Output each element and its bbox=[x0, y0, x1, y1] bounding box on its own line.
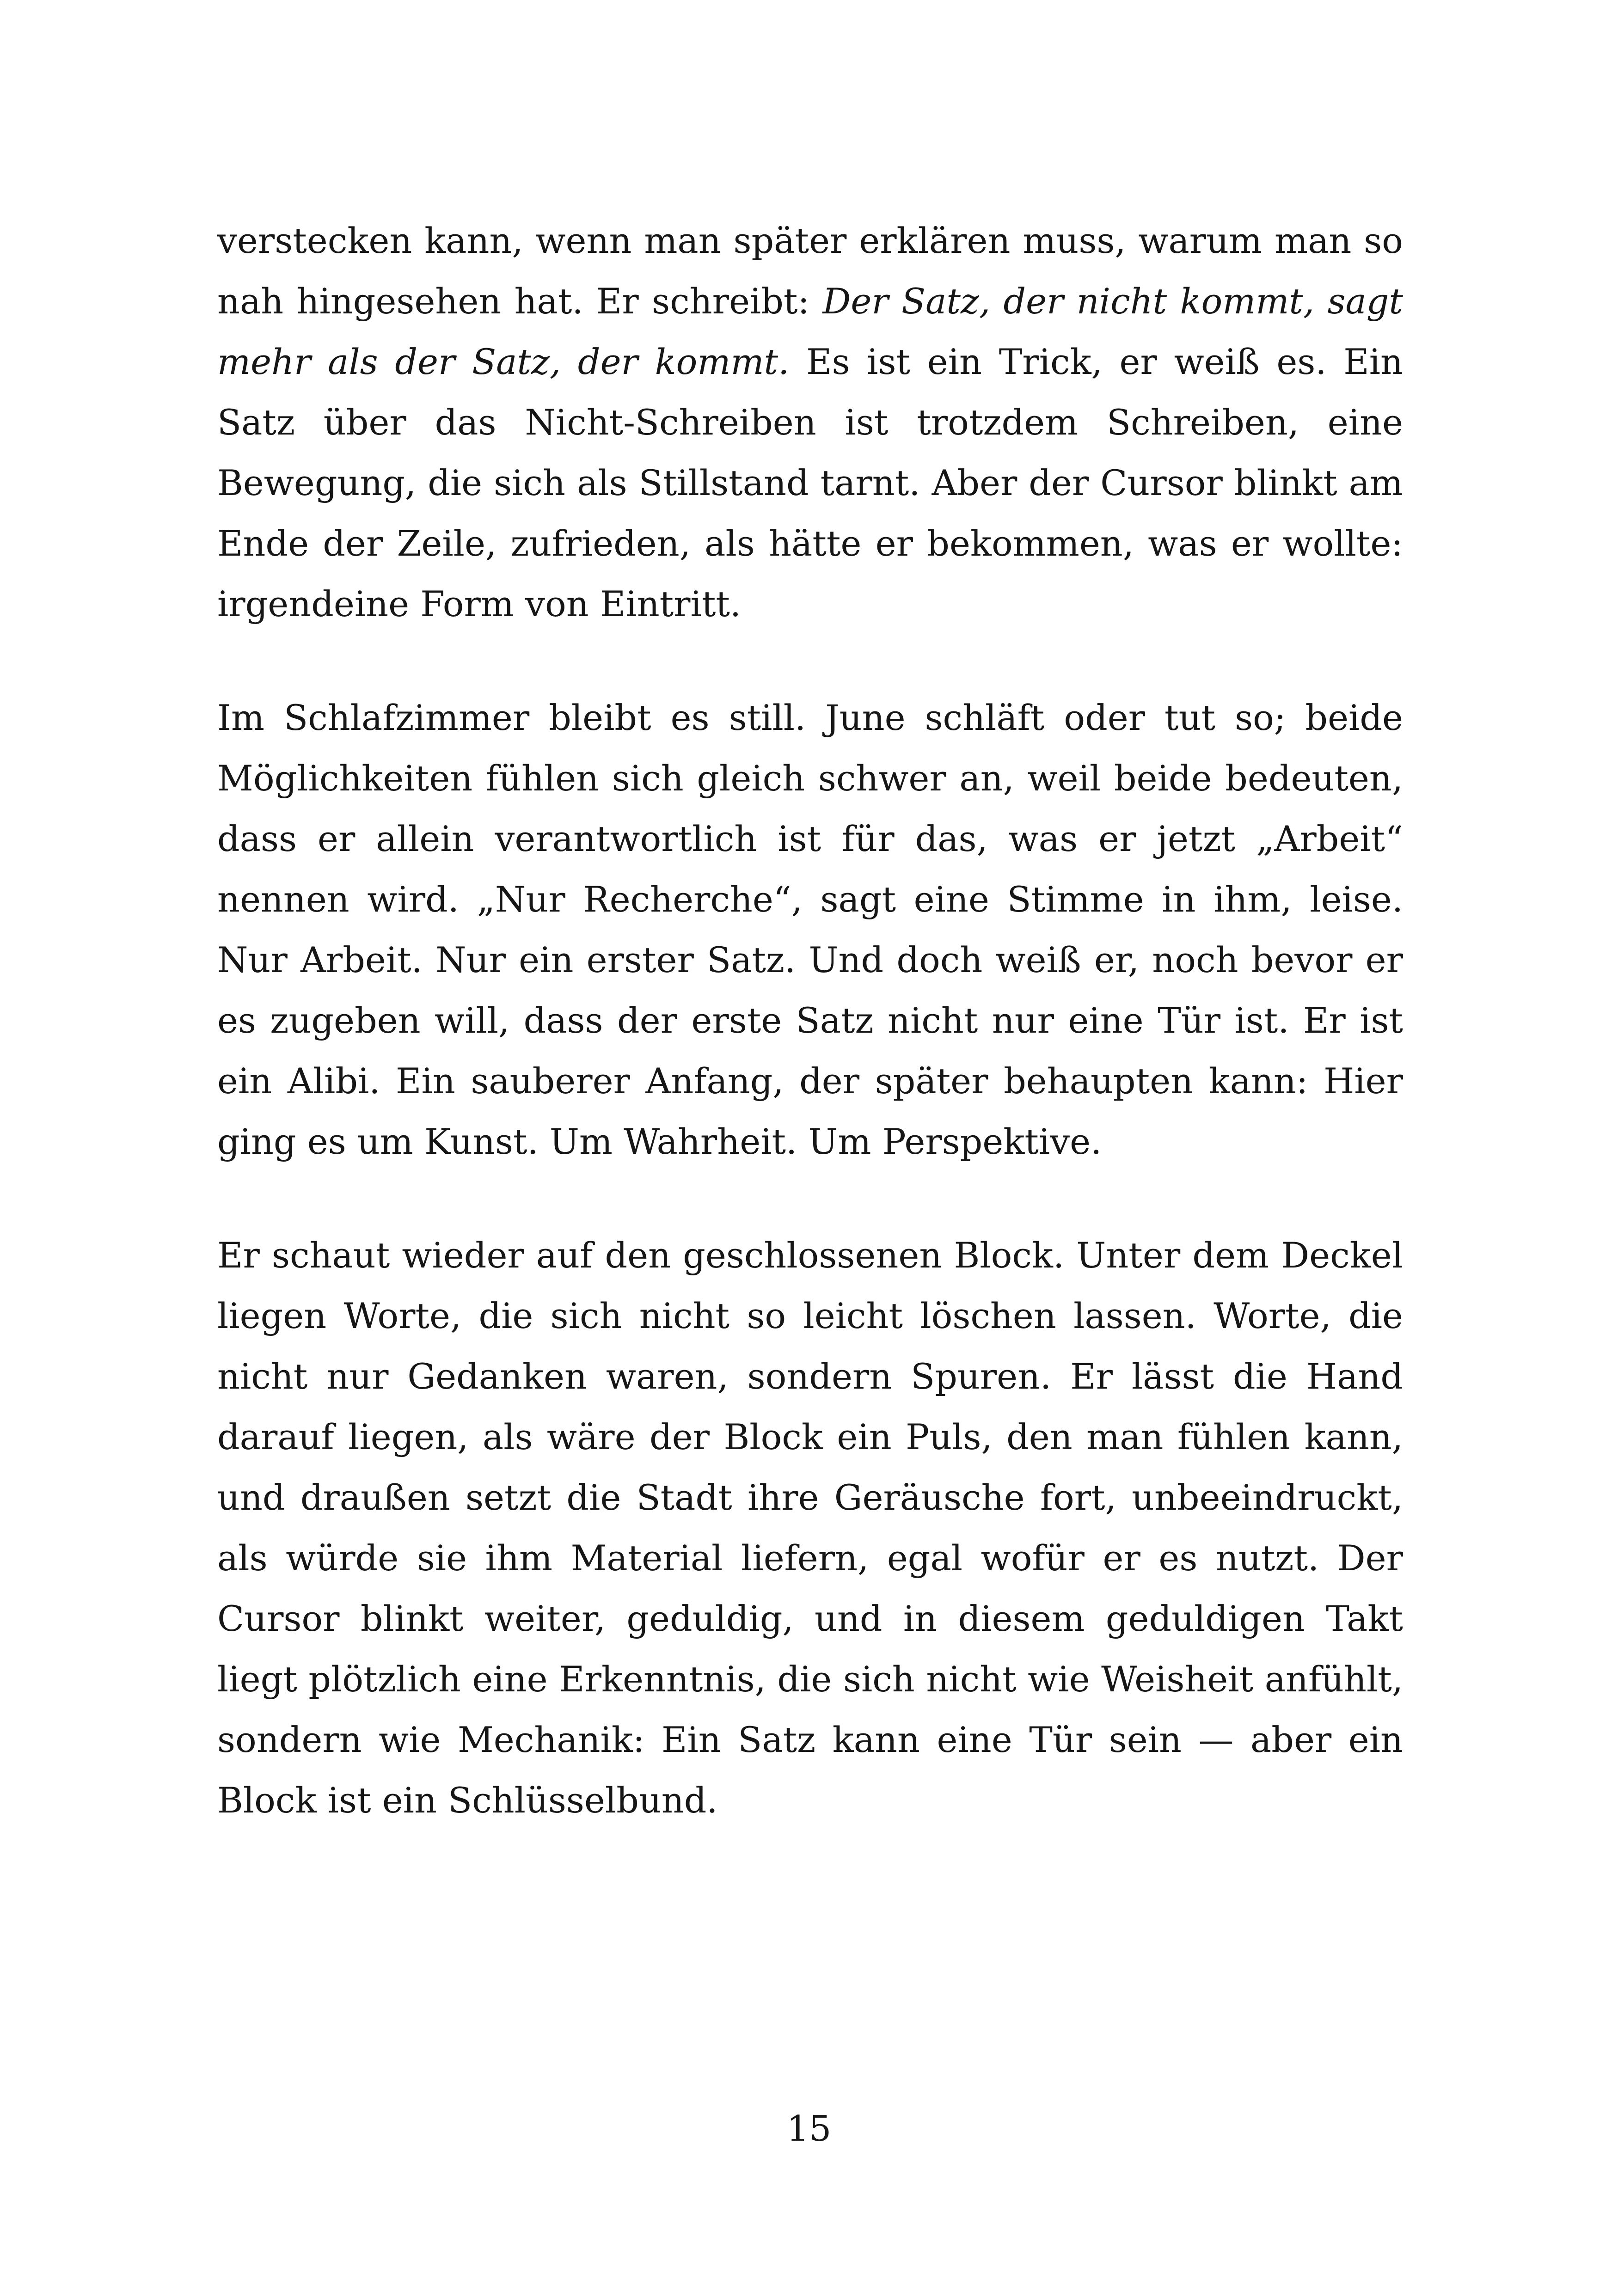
page-number: 15 bbox=[786, 2108, 832, 2149]
paragraph-3 bbox=[217, 1225, 1403, 1831]
paragraph-1-text-end: Es ist ein Trick, er weiß es. Ein Satz über das Nicht-Schreiben ist trotzdem Schreiben, eine Bewegung, die sich als Stillstand tarnt. Aber der Cursor blinkt am Ende der Zeile, zufrieden, als hätte er bekommen, was er wollte: irgendeine Form von Eintritt. bbox=[217, 341, 1403, 625]
body-text bbox=[217, 210, 1403, 1884]
paragraph-1-italic-quote: Der Satz, der nicht kommt, sagt mehr als der Satz, der kommt. bbox=[217, 281, 1403, 382]
paragraph-2 bbox=[217, 687, 1403, 1172]
paragraph-3-text: Er schaut wieder auf den geschlossenen Block. Unter dem Deckel liegen Worte, die sich nicht so leicht löschen lassen. Worte, die nicht nur Gedanken waren, sondern Spuren. Er lässt die Hand darauf liegen, als wäre der Block ein Puls, den man fühlen kann, und draußen setzt die Stadt ihre Geräusche fort, unbeeindruckt, als würde sie ihm Material liefern, egal wofür er es nutzt. Der Cursor blinkt weiter, geduldig, und in diesem geduldigen Takt liegt plötzlich eine Erkenntnis, die sich nicht wie Weisheit anfühlt, sondern wie Mechanik: Ein Satz kann eine Tür sein — aber ein Block ist ein Schlüsselbund. bbox=[217, 1235, 1403, 1821]
paragraph-1-text-start: verstecken kann, wenn man später erklären muss, warum man so nah hingesehen hat. Er schreibt: bbox=[217, 220, 1403, 322]
paragraph-2-text: Im Schlafzimmer bleibt es still. June schläft oder tut so; beide Möglichkeiten fühlen sich gleich schwer an, weil beide bedeuten, dass er allein verantwortlich ist für das, was er jetzt „Arbeit“ nennen wird. „Nur Recherche“, sagt eine Stimme in ihm, leise. Nur Arbeit. Nur ein erster Satz. Und doch weiß er, noch bevor er es zugeben will, dass der erste Satz nicht nur eine Tür ist. Er ist ein Alibi. Ein sauberer Anfang, der später behaupten kann: Hier ging es um Kunst. Um Wahrheit. Um Perspektive. bbox=[217, 697, 1403, 1162]
paragraph-1 bbox=[217, 210, 1403, 634]
